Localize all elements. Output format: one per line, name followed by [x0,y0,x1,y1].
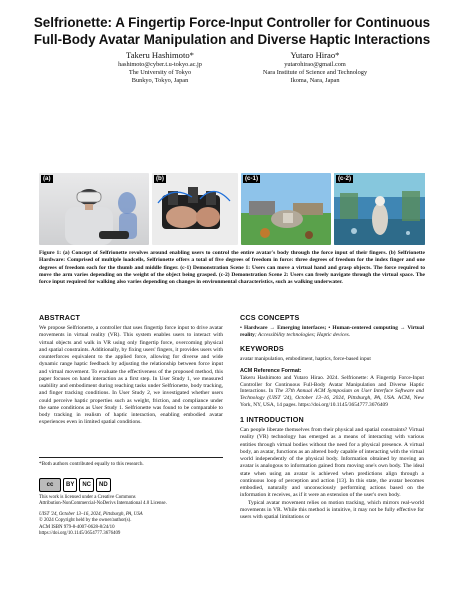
teaser-figure [39,173,425,245]
vr-user-photo [39,173,149,245]
figure-panel-a [39,173,149,245]
panel-label: (c-2) [338,175,352,182]
ccs-heading: CCS CONCEPTS [240,313,300,322]
abstract-text: We propose Selfrionette, a controller that uses fingertip force input to drive avatar movements in virtual reality (VR). This system enables users to interact with virtual objects and walk in VR using only fingertip force, overcoming physical and spatial constraints. Additionally, by fixing users' fingers, it provides users with counterforces equivalent to the applied force, allowing for diverse and wide dynamic range haptic feedback by adjusting the relationship between force input and virtual movement. To evaluate the effectiveness of the proposed method, this paper focuses on hand interaction as a first step. In User Study 1, we measured usability and embodiment during reaching tasks under Selfrionette, body tracking, and finger tracking conditions. In User Study 2, we investigated whether users could perceive haptic properties such as weight, friction, and compliance under the same conditions as User Study 1. Selfrionette was found to be comparable to body tracking in realism of haptic interaction, enabling embodied avatar experiences even in limited spatial conditions. [39,325,223,426]
figure-panel-c2 [334,173,425,245]
panel-label: (a) [43,175,51,182]
author-name: Takeru Hashimoto* [126,50,194,60]
acm-ref-part-1: Takeru Hashimoto and Yutaro Hirao. 2024. Selfrionette: A Fingertip Force-Input Controller for Continuous Full-Body Avatar Manipulation and Diverse Haptic Interactions. In [240,374,424,395]
author-email[interactable]: yutarohirao@gmail.com [284,60,346,68]
author-name: Yutaro Hirao* [290,50,340,60]
author-affiliation: The University of Tokyo [128,68,192,76]
ccs-concepts [240,325,424,339]
author-block-1 [85,50,235,85]
author-footnote: *Both authors contributed equally to this research. [39,457,223,468]
title-line-1: Selfrionette: A Fingertip Force-Input Controller for Continuous [33,15,431,30]
ccs-rest: ; Accessibility technologies; Haptic devices. [254,331,351,338]
isbn-line: ACM ISBN 979-8-4007-0628-8/24/10 [39,524,115,530]
cc-license-badge [39,478,223,492]
intro-paragraph-2: Typical avatar movement relies on motion tracking, which mirrors real-world movements in VR. While this method is intuitive, it may not be fully effective for users with spatial limitations or [240,499,424,521]
demo-scene-2 [334,173,425,245]
ccs-bullet-2: Human-centered computing → Virtual reality [240,325,424,338]
acm-ref-text [240,375,424,410]
acm-ref-part-2: ACM, New York, NY, USA, 14 pages. https://doi.org/10.1145/3654777.3676409 [240,395,424,409]
author-affiliation: Nara Institute of Science and Technology [262,68,368,76]
intro-heading: 1 INTRODUCTION [240,415,304,425]
conference-line: UIST '24, October 13–16, 2024, Pittsburgh, PA, USA [39,511,143,517]
cc-by-icon: BY [63,478,77,492]
right-column [240,313,424,521]
figure-panel-b [152,173,238,245]
title-line-2: Full-Body Avatar Manipulation and Diverse Haptic Interactions [33,32,431,47]
ccs-separator: ; • [324,325,333,331]
cc-icon: cc [39,478,61,492]
ccs-bullet-1: • Hardware → Emerging interfaces [240,325,325,331]
license-line: This work is licensed under a Creative Commons [39,495,136,500]
doi-link[interactable]: https://doi.org/10.1145/3654777.3676409 [39,531,121,537]
author-location: Ikoma, Nara, Japan [290,76,340,84]
paper-title [18,14,446,48]
intro-paragraph-1: Can people liberate themselves from their physical and spatial constraints? Virtual reality (VR) technology has emerged as a means of interacting with various entities through virtual bodies without the need for a physical presence. A virtual body, an avatar, functions as an altered body capable of interacting with the virtual world independently of the physical body. Information obtained by moving an avatar is analogous to information gained from moving one's own body. The ideal state when using an avatar is achieved when predictions align through a continuous loop of perception and action [13]. In this state, the avatar becomes embodied, naturally and unconsciously performing actions based on the information it receives, as if it were an extension of the user's own body. [240,427,424,499]
copyright-line: © 2024 Copyright held by the owner/author(s). [39,518,132,524]
keywords-text: avatar manipulation, embodiment, haptics, force-based input [240,355,371,362]
hardware-photo [152,173,238,245]
acm-ref-heading: ACM Reference Format: [240,367,302,374]
author-location: Bunkyo, Tokyo, Japan [131,76,189,84]
left-column [39,313,223,427]
figure-caption: Figure 1: (a) Concept of Selfrionette revolves around enabling users to control the entire avatar's body through the force input of their fingers. (b) Selfrionette Hardware: Comprised of multiple loadcells, Selfrionette offers a total of five degrees of freedom in force: three degrees of freedom for the index finger and one degrees of freedom each for the thumb and middle finger. (c-1) Demonstration Scene 1: Users can move a virtual hand and grasp objects. The force required to move the arm varies depending on the weight of the object being grasped. (c-2) Demonstration Scene 2: Users can freely navigate through the virtual space. The force input required for walking also varies depending on changes in environmental characteristics, such as walking underwater. [39,250,425,286]
abstract-heading: ABSTRACT [39,313,81,322]
license-block [39,478,223,537]
cc-nd-icon: ND [96,478,111,492]
author-block-2 [240,50,390,85]
demo-scene-1 [241,173,331,245]
panel-label: (b) [156,175,164,182]
panel-label: (c-1) [245,175,259,182]
author-email[interactable]: hashimoto@cyber.t.u-tokyo.ac.jp [118,60,202,68]
license-line: Attribution-NonCommercial-NoDerivs International 4.0 License. [39,501,167,507]
keywords-heading: KEYWORDS [240,343,284,353]
cc-nc-icon: NC [79,478,94,492]
figure-panel-c1 [241,173,331,245]
acm-ref-venue: The 37th Annual ACM Symposium on User Interface Software and Technology (UIST '24), October 13–16, 2024, Pittsburgh, PA, USA. [240,388,424,402]
